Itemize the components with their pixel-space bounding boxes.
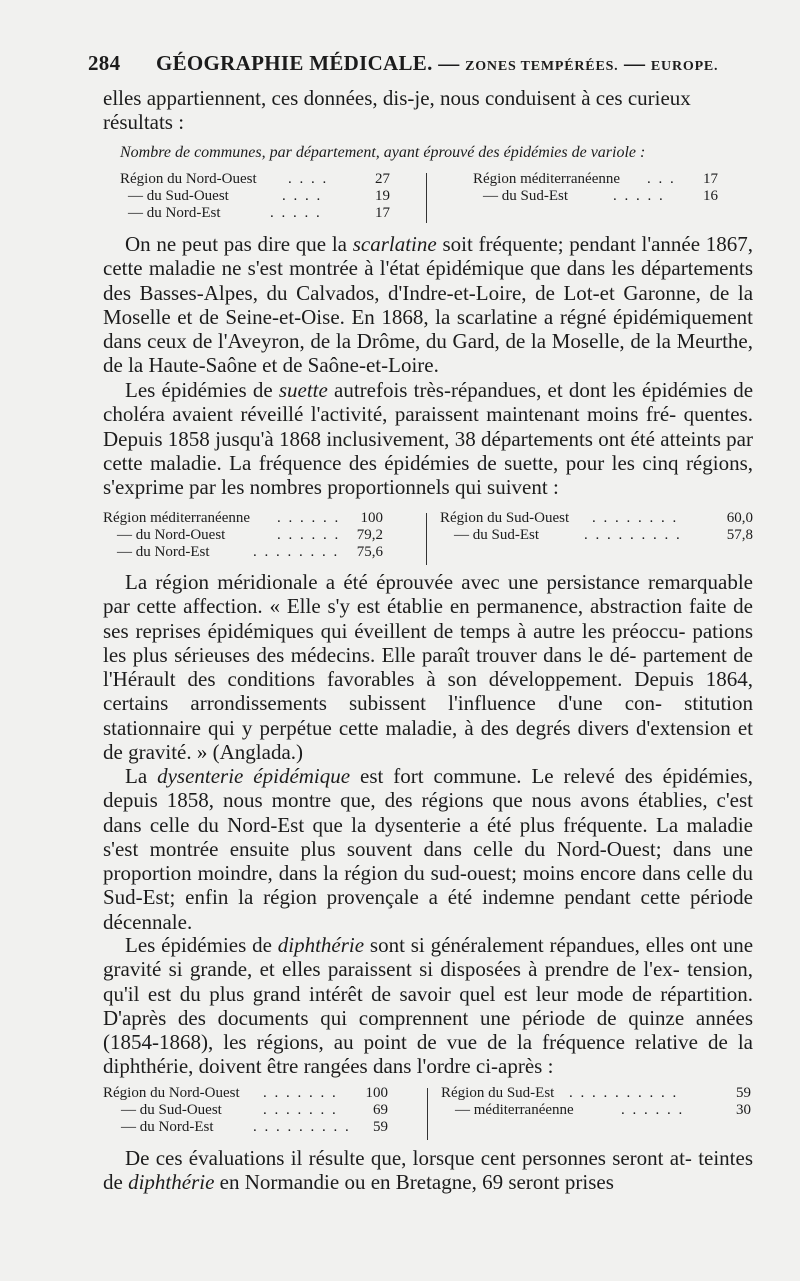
row-value: 16 (703, 188, 718, 204)
leader-dots: . . . . (288, 171, 329, 187)
table-row (473, 171, 718, 188)
column-divider (426, 173, 427, 223)
row-value: 30 (736, 1102, 751, 1118)
table-column-left (103, 1085, 388, 1136)
italic-term: dysenterie épidémique (157, 764, 351, 788)
column-divider (427, 1088, 428, 1140)
row-label: — du Sud-Est (483, 188, 569, 204)
row-value: 79,2 (356, 527, 383, 543)
row-label: Région du Nord-Ouest (103, 1085, 240, 1101)
text-span: du Sud-Est; enfin la région provençale a été indemne pendant cette période (103, 861, 754, 910)
text-span: partement de l'Hérault des conditions favorables à son développement. (103, 642, 754, 692)
row-value: 59 (736, 1085, 751, 1101)
leader-dots: . . . . . . (277, 510, 341, 526)
page-number: 284 (88, 51, 121, 75)
row-label: Région du Sud-Est (441, 1085, 555, 1101)
header-title: GÉOGRAPHIE MÉDICALE. (155, 51, 433, 75)
row-value: 27 (375, 171, 390, 187)
text-line: elles appartiennent, ces données, dis-je, nous conduisent à ces curieux (103, 86, 691, 110)
text-span: épidémiquement dans ceux de l'Aveyron, de la Drôme, du Gard, de la (103, 304, 754, 354)
italic-term: suette (278, 378, 328, 402)
text-span: depuis 1858, nous montre que, des régions que nous avons établies, c'est (103, 788, 753, 813)
italic-term: diphthérie (128, 1170, 215, 1195)
table-row (120, 205, 390, 222)
header-dash: — (438, 51, 460, 75)
table-row (120, 171, 390, 188)
table-row (441, 1102, 751, 1119)
column-divider (426, 513, 427, 565)
row-label: — du Sud-Ouest (128, 188, 229, 204)
text-span: Garonne, de la Moselle et de Seine-et-Oise. En 1868, la scarlatine a régné (103, 280, 754, 329)
text-span: Moselle, de la Meurthe, de la Haute-Saône et de Saône-et-Loire. (103, 329, 753, 378)
table-row (441, 1085, 751, 1102)
text-span: dans celle du Nord-Est que la dysenterie a été plus fréquente. La maladie (103, 812, 753, 837)
table-row (103, 510, 383, 527)
header-dash: — (624, 51, 646, 75)
row-value: 59 (373, 1119, 388, 1135)
table-column-left (103, 510, 383, 561)
leader-dots: . . . . . . . . (253, 544, 340, 560)
leader-dots: . . . . . . . (263, 1102, 338, 1118)
table-row (103, 1085, 388, 1102)
suette-table (103, 510, 753, 565)
table-column-right (440, 510, 753, 544)
text-span: De ces évaluations il résulte que, lorsque cent personnes seront at- (125, 1146, 692, 1170)
header-section: ZONES TEMPÉRÉES. (465, 59, 619, 74)
row-label: — méditerranéenne (455, 1102, 574, 1118)
text-span: pations les plus sérieuses des médecins. Elle paraît trouver dans le dé- (103, 618, 754, 667)
text-span: quentes. Depuis 1858 jusqu'à 1868 inclusivement, 38 départements ont (103, 402, 753, 451)
text-span: Depuis 1864, certains arrondissements subissent l'influence d'une con- (103, 667, 754, 716)
text-span: autrefois très-répandues, et dont les épidémies (334, 378, 728, 402)
text-span: par cette affection. « Elle s'y est établie en permanence, abstraction faite (103, 594, 727, 619)
leader-dots: . . . . . . . . (592, 510, 679, 526)
row-label: — du Sud-Est (454, 527, 540, 543)
table-row (103, 1119, 388, 1136)
row-label: — du Nord-Ouest (117, 527, 226, 543)
row-value: 57,8 (726, 527, 753, 543)
variole-table (108, 171, 748, 223)
variole-caption: Nombre de communes, par département, ayant éprouvé des épidémies de variole : (120, 144, 646, 161)
text-span: 1867, cette maladie ne s'est montrée à l'état épidémique que dans les (103, 232, 754, 281)
paragraph-final (103, 1146, 753, 1195)
paragraph-dysenterie (103, 764, 753, 934)
text-span: de choléra avaient réveillé l'activité, paraissent maintenant moins fré- (103, 378, 754, 427)
table-row (440, 527, 753, 544)
text-span: d'extension et de gravité. » (Anglada.) (103, 715, 753, 765)
leader-dots: . . . . . . (277, 527, 341, 543)
row-value: 75,6 (356, 544, 383, 560)
text-span: sont si généralement répandues, elles ont (369, 933, 717, 957)
text-span: décennale. (103, 909, 193, 934)
leader-dots: . . . . . (270, 205, 322, 221)
row-value: 19 (375, 188, 390, 204)
text-span: les cinq régions, s'exprime par les nombres proportionnels qui suivent : (103, 450, 754, 500)
running-header (88, 51, 750, 76)
header-region: EUROPE. (650, 59, 719, 74)
row-label: Région du Nord-Ouest (120, 171, 257, 187)
table-row (103, 544, 383, 561)
row-label: Région méditerranéenne (473, 171, 621, 187)
table-column-right (441, 1085, 751, 1119)
row-label: — du Nord-Est (117, 544, 210, 560)
table-column-left (120, 171, 390, 222)
text-span: Les épidémies de (125, 378, 273, 402)
table-row (120, 188, 390, 205)
paragraph-diphtherie (103, 933, 753, 1079)
leader-dots: . . . . . . . (263, 1085, 338, 1101)
paragraph-region-meridionale (103, 570, 753, 764)
table-row (473, 188, 718, 205)
italic-term: scarlatine (352, 232, 437, 256)
diphtherie-table (103, 1085, 753, 1140)
row-value: 17 (375, 205, 390, 221)
text-span: relative de la diphthérie, doivent être rangées dans l'ordre ci-après : (103, 1030, 753, 1079)
paragraph-suette (103, 378, 753, 499)
text-span: une gravité si grande, et elles paraissent si disposées à prendre de l'ex- (103, 933, 754, 982)
leader-dots: . . . (647, 171, 676, 187)
row-label: — du Nord-Est (121, 1119, 214, 1135)
table-column-right (473, 171, 718, 205)
text-span: s'est montrée ensuite plus souvent dans celle du Nord-Ouest; dans une (103, 836, 753, 861)
row-label: — du Sud-Ouest (121, 1102, 222, 1118)
row-value: 69 (373, 1102, 388, 1118)
row-value: 100 (365, 1085, 388, 1101)
intro-paragraph (103, 86, 753, 135)
row-label: Région méditerranéenne (103, 510, 251, 526)
text-span: été atteints par cette maladie. La fréquence des épidémies de suette, pour (103, 426, 753, 475)
leader-dots: . . . . (282, 188, 323, 204)
text-line: résultats : (103, 110, 185, 135)
text-span: La région méridionale a été éprouvée avec une persistance remarquable (125, 570, 753, 594)
row-value: 60,0 (726, 510, 753, 526)
text-span: La (125, 764, 148, 788)
row-label: — du Nord-Est (128, 205, 221, 221)
italic-term: diphthérie (277, 933, 365, 957)
text-span: est fort commune. Le relevé des épidémies, (360, 764, 754, 788)
row-value: 17 (703, 171, 718, 187)
text-span: en Normandie ou en Bretagne, 69 seront prises (219, 1170, 614, 1195)
leader-dots: . . . . . . . . . (253, 1119, 351, 1135)
paragraph-scarlatine (103, 232, 753, 378)
text-span: quinze années (1854-1868), les régions, au point de vue de la fréquence (103, 1005, 754, 1055)
table-row (440, 510, 753, 527)
text-span: stitution stationnaire qui y perpétue cette maladie, à des degrés divers (103, 691, 754, 740)
text-span: teintes de (103, 1146, 754, 1195)
text-span: répartition. D'après des documents qui comprennent une période de (103, 981, 753, 1030)
text-span: départements des Basses-Alpes, du Calvados, d'Indre-et-Loire, de Lot-et (103, 256, 753, 305)
text-span: Les épidémies de (125, 933, 272, 957)
text-span: tension, qu'il est du plus grand intérêt de savoir quel est leur mode de (103, 957, 753, 1006)
text-span: soit fréquente; pendant l'année (442, 232, 701, 256)
table-row (103, 1102, 388, 1119)
leader-dots: . . . . . . . . . . (569, 1085, 679, 1101)
leader-dots: . . . . . . . . . (584, 527, 682, 543)
text-span: On ne peut pas dire que la (125, 232, 347, 256)
table-row (103, 527, 383, 544)
row-label: Région du Sud-Ouest (440, 510, 570, 526)
row-value: 100 (360, 510, 383, 526)
text-span: de ses reprises épidémiques qui éveillent de temps à autre les préoccu- (103, 594, 753, 643)
leader-dots: . . . . . . (621, 1102, 685, 1118)
text-span: proportion moindre, dans la région du sud-ouest; moins encore dans celle (103, 861, 727, 886)
leader-dots: . . . . . (613, 188, 665, 204)
